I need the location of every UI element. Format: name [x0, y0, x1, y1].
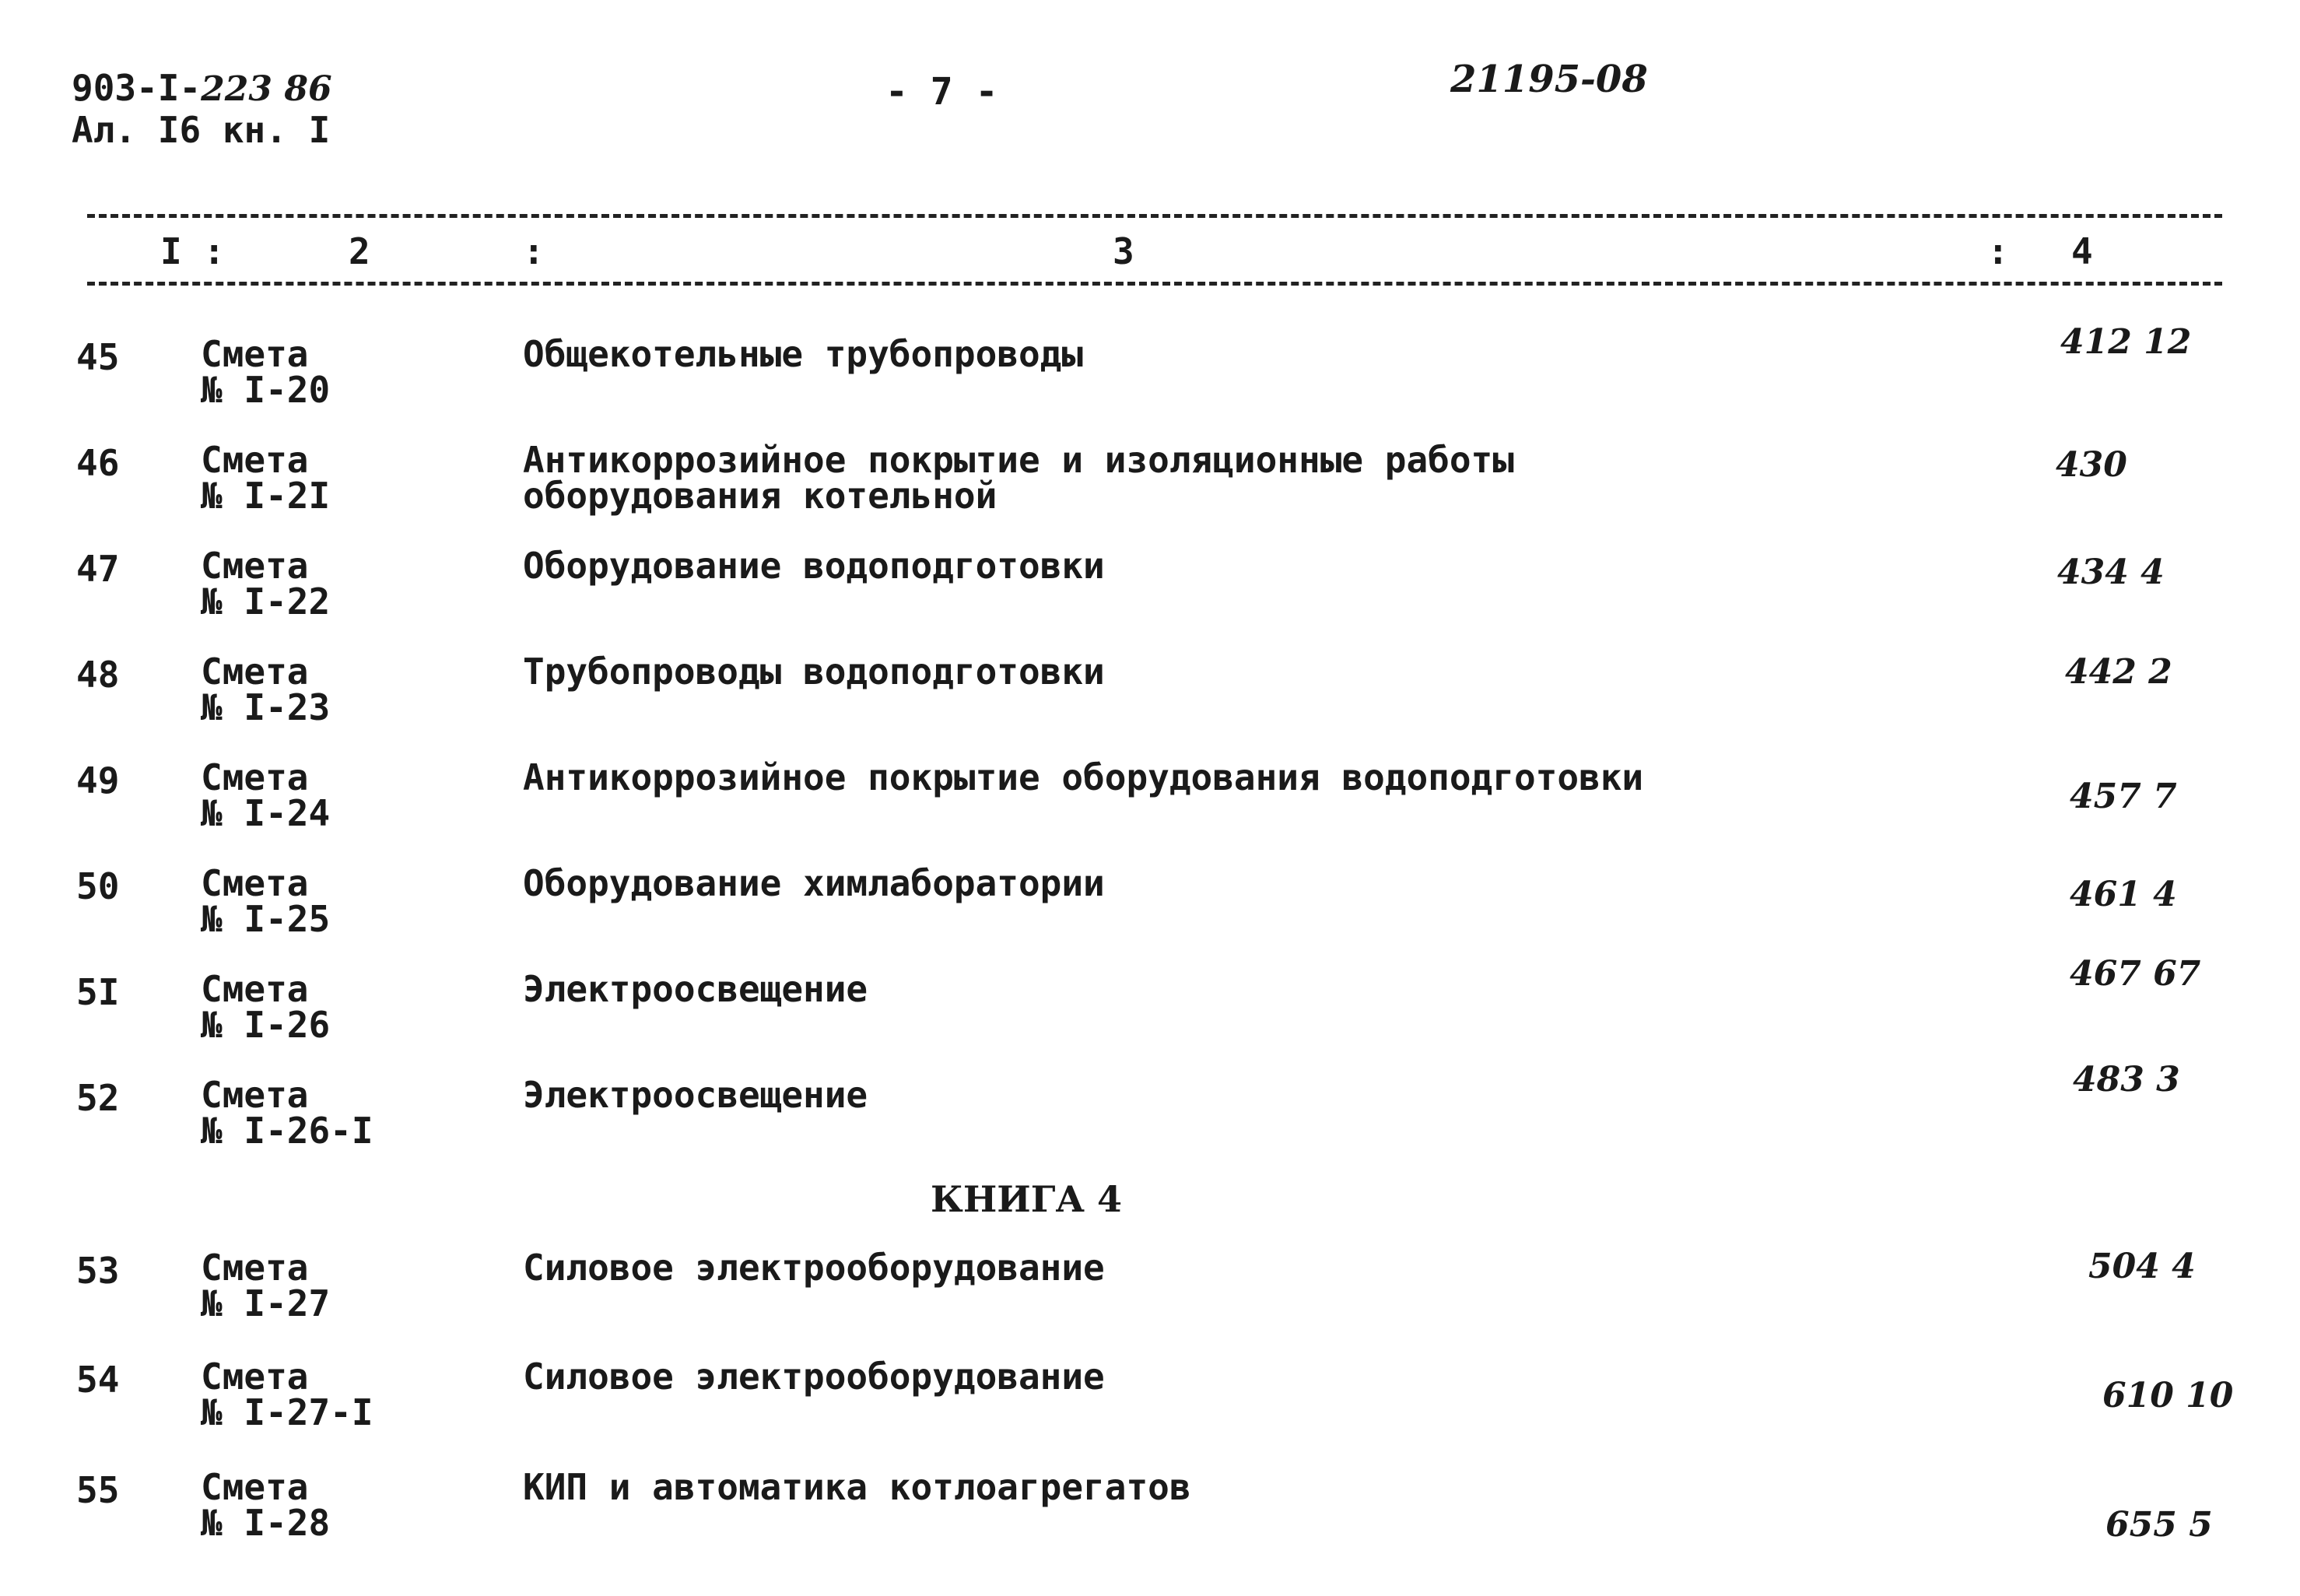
row-number: 54	[76, 1359, 120, 1401]
page-reference: 467 67	[2070, 954, 2201, 994]
page-reference: 442 2	[2065, 652, 2172, 692]
document-code	[72, 67, 332, 109]
estimate-number: № I-20	[201, 369, 331, 411]
estimate-number: № I-27	[201, 1282, 331, 1324]
row-number: 50	[76, 865, 120, 907]
column-header-3: 3	[1113, 230, 1134, 272]
estimate-number: № I-28	[201, 1502, 331, 1544]
row-description: Оборудование водоподготовки	[523, 545, 1105, 587]
column-header-1: I :	[160, 230, 226, 272]
page-reference: 457 7	[2070, 777, 2177, 816]
estimate-number: № I-2I	[201, 475, 331, 517]
header-rule-bottom	[87, 282, 2222, 286]
estimate-number: № I-22	[201, 581, 331, 623]
section-heading: КНИГА 4	[931, 1178, 1123, 1220]
document-code-printed: 903-I-	[72, 67, 202, 109]
estimate-label: Смета	[201, 651, 309, 693]
estimate-label: Смета	[201, 1074, 309, 1116]
row-number: 47	[76, 548, 120, 590]
row-description-continued: оборудования котельной	[523, 475, 997, 517]
header-rule-top	[87, 214, 2222, 218]
row-number: 53	[76, 1250, 120, 1292]
estimate-label: Смета	[201, 756, 309, 798]
row-number: 5I	[76, 971, 120, 1013]
row-number: 52	[76, 1077, 120, 1119]
estimate-label: Смета	[201, 545, 309, 587]
estimate-number: № I-26	[201, 1004, 331, 1046]
column-header-2: 2	[349, 230, 370, 272]
row-description: Электроосвещение	[523, 1074, 868, 1116]
row-description: Силовое электрооборудование	[523, 1247, 1105, 1289]
page-reference: 461 4	[2070, 875, 2177, 914]
row-description: Антикоррозийное покрытие оборудования водоподготовки	[523, 756, 1644, 798]
row-number: 49	[76, 759, 120, 802]
registration-number: 21195-08	[1450, 58, 1648, 101]
row-description: Оборудование химлаборатории	[523, 862, 1105, 904]
estimate-number: № I-27-I	[201, 1391, 373, 1433]
page-reference: 434 4	[2057, 552, 2165, 592]
row-description: Антикоррозийное покрытие и изоляционные работы	[523, 439, 1514, 481]
page-reference: 610 10	[2102, 1376, 2234, 1415]
row-number: 48	[76, 654, 120, 696]
page-reference: 504 4	[2088, 1247, 2196, 1286]
estimate-label: Смета	[201, 968, 309, 1010]
estimate-label: Смета	[201, 1356, 309, 1398]
page-reference: 655 5	[2105, 1505, 2213, 1545]
album-book-label: Ал. I6 кн. I	[72, 109, 331, 151]
row-description: КИП и автоматика котлоагрегатов	[523, 1466, 1191, 1508]
column-header-4: 4	[2071, 230, 2093, 272]
column-separator-2: :	[1987, 230, 2009, 272]
page-reference: 483 3	[2073, 1060, 2180, 1100]
estimate-number: № I-25	[201, 898, 331, 940]
document-code-handwritten: 223 86	[201, 69, 332, 109]
estimate-label: Смета	[201, 439, 309, 481]
estimate-label: Смета	[201, 333, 309, 375]
estimate-number: № I-26-I	[201, 1110, 373, 1152]
page-reference: 412 12	[2060, 322, 2192, 362]
estimate-number: № I-24	[201, 792, 331, 834]
estimate-number: № I-23	[201, 686, 331, 728]
row-number: 46	[76, 442, 120, 484]
page-reference: 430	[2056, 445, 2127, 485]
row-description: Общекотельные трубопроводы	[523, 333, 1084, 375]
row-description: Электроосвещение	[523, 968, 868, 1010]
row-number: 45	[76, 336, 120, 378]
estimate-label: Смета	[201, 1466, 309, 1508]
row-number: 55	[76, 1469, 120, 1511]
row-description: Силовое электрооборудование	[523, 1356, 1105, 1398]
row-description: Трубопроводы водоподготовки	[523, 651, 1105, 693]
estimate-label: Смета	[201, 862, 309, 904]
page-number: - 7 -	[885, 70, 998, 114]
estimate-label: Смета	[201, 1247, 309, 1289]
column-separator-1: :	[523, 230, 545, 272]
